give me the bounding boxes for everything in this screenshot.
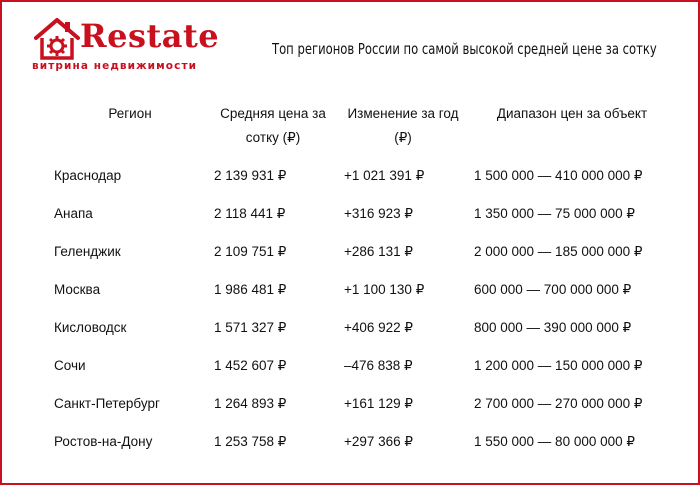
row-4-change: +1 100 130 ₽ (344, 282, 425, 297)
row-8-avg-price: 1 253 758 ₽ (214, 434, 287, 449)
row-5-avg-price: 1 571 327 ₽ (214, 320, 287, 335)
row-7-region: Санкт-Петербург (54, 396, 160, 411)
row-3-avg-price: 2 109 751 ₽ (214, 244, 287, 259)
row-3-change: +286 131 ₽ (344, 244, 414, 259)
row-7-change: +161 129 ₽ (344, 396, 414, 411)
row-1-range: 1 500 000 — 410 000 000 ₽ (474, 168, 643, 183)
brand-logo (32, 16, 232, 76)
row-4-avg-price: 1 986 481 ₽ (214, 282, 287, 297)
row-6-change: –476 838 ₽ (344, 358, 413, 373)
row-1-avg-price: 2 139 931 ₽ (214, 168, 287, 183)
header-change: Изменение за год (₽) (347, 106, 459, 145)
page-title: Топ регионов России по самой высокой средней цене за сотку (272, 40, 657, 58)
row-7-range: 2 700 000 — 270 000 000 ₽ (474, 396, 643, 411)
row-7-avg-price: 1 264 893 ₽ (214, 396, 287, 411)
row-4-region: Москва (54, 282, 101, 297)
row-3-region: Геленджик (54, 244, 121, 259)
row-5-region: Кисловодск (54, 320, 127, 335)
row-5-range: 800 000 — 390 000 000 ₽ (474, 320, 632, 335)
row-3-range: 2 000 000 — 185 000 000 ₽ (474, 244, 643, 259)
row-4-range: 600 000 — 700 000 000 ₽ (474, 282, 632, 297)
row-8-region: Ростов-на-Дону (54, 434, 153, 449)
house-gear-icon (32, 16, 82, 60)
row-5-change: +406 922 ₽ (344, 320, 414, 335)
row-2-region: Анапа (54, 206, 93, 221)
row-6-region: Сочи (54, 358, 86, 373)
header-avg-price: Средняя цена за сотку (₽) (220, 106, 326, 145)
brand-tagline: витрина недвижимости (32, 60, 198, 72)
row-1-change: +1 021 391 ₽ (344, 168, 425, 183)
header-range: Диапазон цен за объект (496, 106, 648, 121)
row-8-range: 1 550 000 — 80 000 000 ₽ (474, 434, 635, 449)
row-2-range: 1 350 000 — 75 000 000 ₽ (474, 206, 635, 221)
row-2-avg-price: 2 118 441 ₽ (214, 206, 286, 221)
row-6-range: 1 200 000 — 150 000 000 ₽ (474, 358, 643, 373)
row-8-change: +297 366 ₽ (344, 434, 414, 449)
header-region: Регион (108, 106, 152, 121)
row-2-change: +316 923 ₽ (344, 206, 414, 221)
row-6-avg-price: 1 452 607 ₽ (214, 358, 287, 373)
row-1-region: Краснодар (54, 168, 122, 183)
brand-name: Restate (80, 17, 220, 55)
